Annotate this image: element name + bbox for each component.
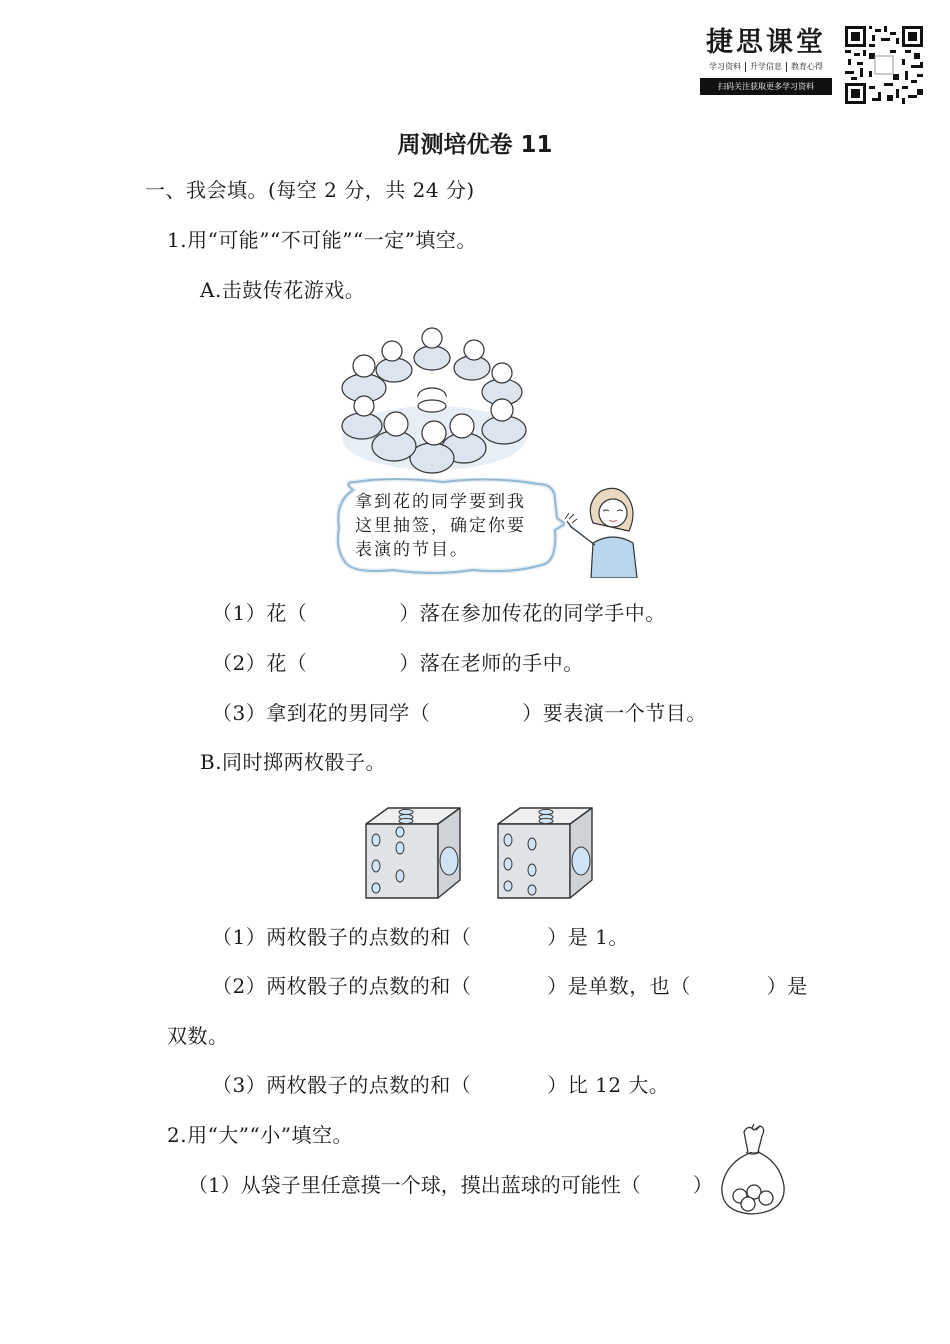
- item-text: （1）花（: [212, 601, 308, 625]
- brand-tag: 升学信息: [745, 62, 786, 72]
- part-a-item-3: [212, 700, 707, 726]
- part-a-item-1: [212, 600, 666, 626]
- speech-text: [355, 490, 526, 562]
- question-1-prompt: 1.用“可能”“不可能”“一定”填空。: [167, 228, 477, 252]
- brand-title: 捷思课堂: [706, 27, 826, 58]
- brand-tags: [700, 62, 832, 72]
- part-b-label: B.同时掷两枚骰子。: [200, 750, 387, 774]
- ball-bag-icon: [716, 1122, 790, 1216]
- part-a-item-2: [212, 650, 584, 676]
- item-text: ）要表演一个节目。: [522, 701, 707, 725]
- speech-line: 表演的节目。: [355, 540, 469, 560]
- question-2-prompt: 2.用“大”“小”填空。: [167, 1123, 353, 1147]
- item-text: ）: [692, 1173, 713, 1197]
- page-title: 周测培优卷 11: [397, 132, 553, 158]
- brand-tag: 教育心得: [786, 62, 827, 72]
- dice-icon: [362, 806, 464, 900]
- brand-tag: 学习资料: [709, 62, 741, 71]
- item-text: ）是 1。: [547, 925, 629, 949]
- dice-icon: [494, 806, 596, 900]
- item-text: （2）花（: [212, 651, 308, 675]
- item-text: （3）拿到花的男同学（: [212, 701, 431, 725]
- item-text: ）是单数，也（: [547, 974, 691, 998]
- item-text: （3）两枚骰子的点数的和（: [212, 1073, 472, 1097]
- speech-line: 拿到花的同学要到我: [355, 492, 526, 512]
- part-b-item-2: [212, 973, 808, 999]
- item-text: （1）两枚骰子的点数的和（: [212, 925, 472, 949]
- item-text: ）落在老师的手中。: [399, 651, 584, 675]
- brand-bar: 扫码关注获取更多学习资料: [700, 78, 832, 95]
- teacher-illustration: [563, 483, 645, 578]
- part-a-label: A.击鼓传花游戏。: [200, 278, 366, 302]
- question-2-item-1: [188, 1172, 713, 1198]
- qr-code-icon: [845, 26, 923, 104]
- item-text: （1）从袋子里任意摸一个球，摸出蓝球的可能性（: [188, 1173, 641, 1197]
- item-text: ）落在参加传花的同学手中。: [399, 601, 666, 625]
- item-text: （2）两枚骰子的点数的和（: [212, 974, 472, 998]
- brand-logo: [700, 26, 832, 95]
- item-text: ）是: [766, 974, 808, 998]
- part-b-item-2-continuation: 双数。: [167, 1024, 229, 1048]
- part-b-item-1: [212, 924, 629, 950]
- item-text: ）比 12 大。: [547, 1073, 670, 1097]
- children-circle-illustration: [334, 318, 534, 478]
- speech-line: 这里抽签，确定你要: [355, 516, 526, 536]
- section-heading: 一、我会填。(每空 2 分，共 24 分): [145, 178, 475, 202]
- part-b-item-3: [212, 1072, 669, 1098]
